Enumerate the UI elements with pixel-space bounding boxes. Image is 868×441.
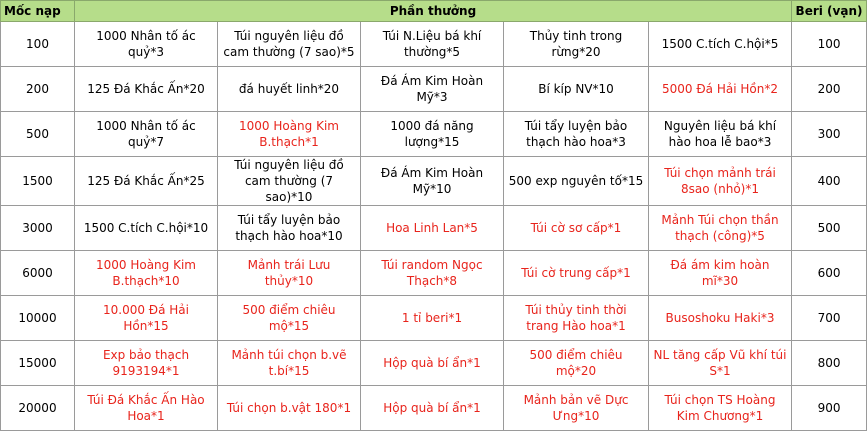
reward-cell: Đá Ám Kim Hoàn Mỹ*10 [361, 157, 504, 206]
reward-cell: Mảnh trái Lưu thủy*10 [218, 251, 361, 296]
beri-cell: 800 [792, 341, 867, 386]
beri-cell: 600 [792, 251, 867, 296]
table-row [1, 22, 867, 67]
reward-cell: 1000 đá năng lượng*15 [361, 112, 504, 157]
reward-cell: Đá Ám Kim Hoàn Mỹ*3 [361, 67, 504, 112]
moc-nap-cell: 20000 [1, 386, 75, 431]
header-beri: Beri (vạn) [792, 1, 867, 22]
moc-nap-cell: 10000 [1, 296, 75, 341]
reward-cell: NL tăng cấp Vũ khí túi S*1 [649, 341, 792, 386]
reward-cell: Túi nguyên liệu đồ cam thường (7 sao)*5 [218, 22, 361, 67]
table-row [1, 251, 867, 296]
beri-cell: 400 [792, 157, 867, 206]
reward-cell: Túi cờ trung cấp*1 [504, 251, 649, 296]
moc-nap-cell: 1500 [1, 157, 75, 206]
table-row [1, 67, 867, 112]
reward-cell: 1000 Nhân tố ác quỷ*7 [75, 112, 218, 157]
beri-cell: 700 [792, 296, 867, 341]
reward-cell: 1000 Nhân tố ác quỷ*3 [75, 22, 218, 67]
beri-cell: 200 [792, 67, 867, 112]
reward-cell: đá huyết linh*20 [218, 67, 361, 112]
reward-cell: Exp bảo thạch 9193194*1 [75, 341, 218, 386]
reward-cell: Túi chọn TS Hoàng Kim Chương*1 [649, 386, 792, 431]
header-phan-thuong: Phần thưởng [75, 1, 792, 22]
reward-cell: Túi nguyên liệu đồ cam thường (7 sao)*10 [218, 157, 361, 206]
reward-cell: Túi chọn b.vật 180*1 [218, 386, 361, 431]
moc-nap-cell: 100 [1, 22, 75, 67]
reward-cell: Túi thủy tinh thời trang Hào hoa*1 [504, 296, 649, 341]
reward-cell: Hộp quà bí ẩn*1 [361, 341, 504, 386]
reward-cell: 500 điểm chiêu mộ*15 [218, 296, 361, 341]
reward-cell: Mảnh bản vẽ Dực Ưng*10 [504, 386, 649, 431]
reward-cell: 1500 C.tích C.hội*10 [75, 206, 218, 251]
header-row [1, 1, 867, 22]
reward-cell: Túi N.Liệu bá khí thường*5 [361, 22, 504, 67]
reward-cell: Hoa Linh Lan*5 [361, 206, 504, 251]
reward-cell: Hộp quà bí ẩn*1 [361, 386, 504, 431]
reward-cell: Túi random Ngọc Thạch*8 [361, 251, 504, 296]
reward-cell: 10.000 Đá Hải Hồn*15 [75, 296, 218, 341]
beri-cell: 100 [792, 22, 867, 67]
table-row [1, 112, 867, 157]
reward-cell: 500 điểm chiêu mộ*20 [504, 341, 649, 386]
reward-cell: Thủy tinh trong rừng*20 [504, 22, 649, 67]
table-row [1, 296, 867, 341]
reward-cell: Túi chọn mảnh trái 8sao (nhỏ)*1 [649, 157, 792, 206]
table-row [1, 157, 867, 206]
reward-cell: Busoshoku Haki*3 [649, 296, 792, 341]
reward-cell: 1000 Hoàng Kim B.thạch*10 [75, 251, 218, 296]
table-row [1, 386, 867, 431]
reward-cell: Mảnh túi chọn b.vẽ t.bí*15 [218, 341, 361, 386]
reward-cell: Túi tẩy luyện bảo thạch hào hoa*10 [218, 206, 361, 251]
reward-cell: Túi Đá Khắc Ấn Hào Hoa*1 [75, 386, 218, 431]
beri-cell: 500 [792, 206, 867, 251]
reward-cell: Bí kíp NV*10 [504, 67, 649, 112]
beri-cell: 300 [792, 112, 867, 157]
reward-cell: 1000 Hoàng Kim B.thạch*1 [218, 112, 361, 157]
reward-cell: 500 exp nguyên tố*15 [504, 157, 649, 206]
reward-cell: 125 Đá Khắc Ấn*25 [75, 157, 218, 206]
table-header [1, 1, 867, 22]
reward-cell: Túi tẩy luyện bảo thạch hào hoa*3 [504, 112, 649, 157]
reward-cell: 1 tỉ beri*1 [361, 296, 504, 341]
table-body [1, 22, 867, 431]
reward-cell: 5000 Đá Hải Hồn*2 [649, 67, 792, 112]
moc-nap-cell: 200 [1, 67, 75, 112]
reward-cell: Đá ám kim hoàn mĩ*30 [649, 251, 792, 296]
reward-cell: Mảnh Túi chọn thần thạch (công)*5 [649, 206, 792, 251]
moc-nap-cell: 3000 [1, 206, 75, 251]
reward-cell: 1500 C.tích C.hội*5 [649, 22, 792, 67]
table-row [1, 206, 867, 251]
moc-nap-cell: 6000 [1, 251, 75, 296]
reward-cell: Túi cờ sơ cấp*1 [504, 206, 649, 251]
reward-cell: 125 Đá Khắc Ấn*20 [75, 67, 218, 112]
reward-cell: Nguyên liệu bá khí hào hoa lễ bao*3 [649, 112, 792, 157]
moc-nap-cell: 15000 [1, 341, 75, 386]
beri-cell: 900 [792, 386, 867, 431]
header-moc-nap: Mốc nạp [1, 1, 75, 22]
moc-nap-cell: 500 [1, 112, 75, 157]
table-row [1, 341, 867, 386]
